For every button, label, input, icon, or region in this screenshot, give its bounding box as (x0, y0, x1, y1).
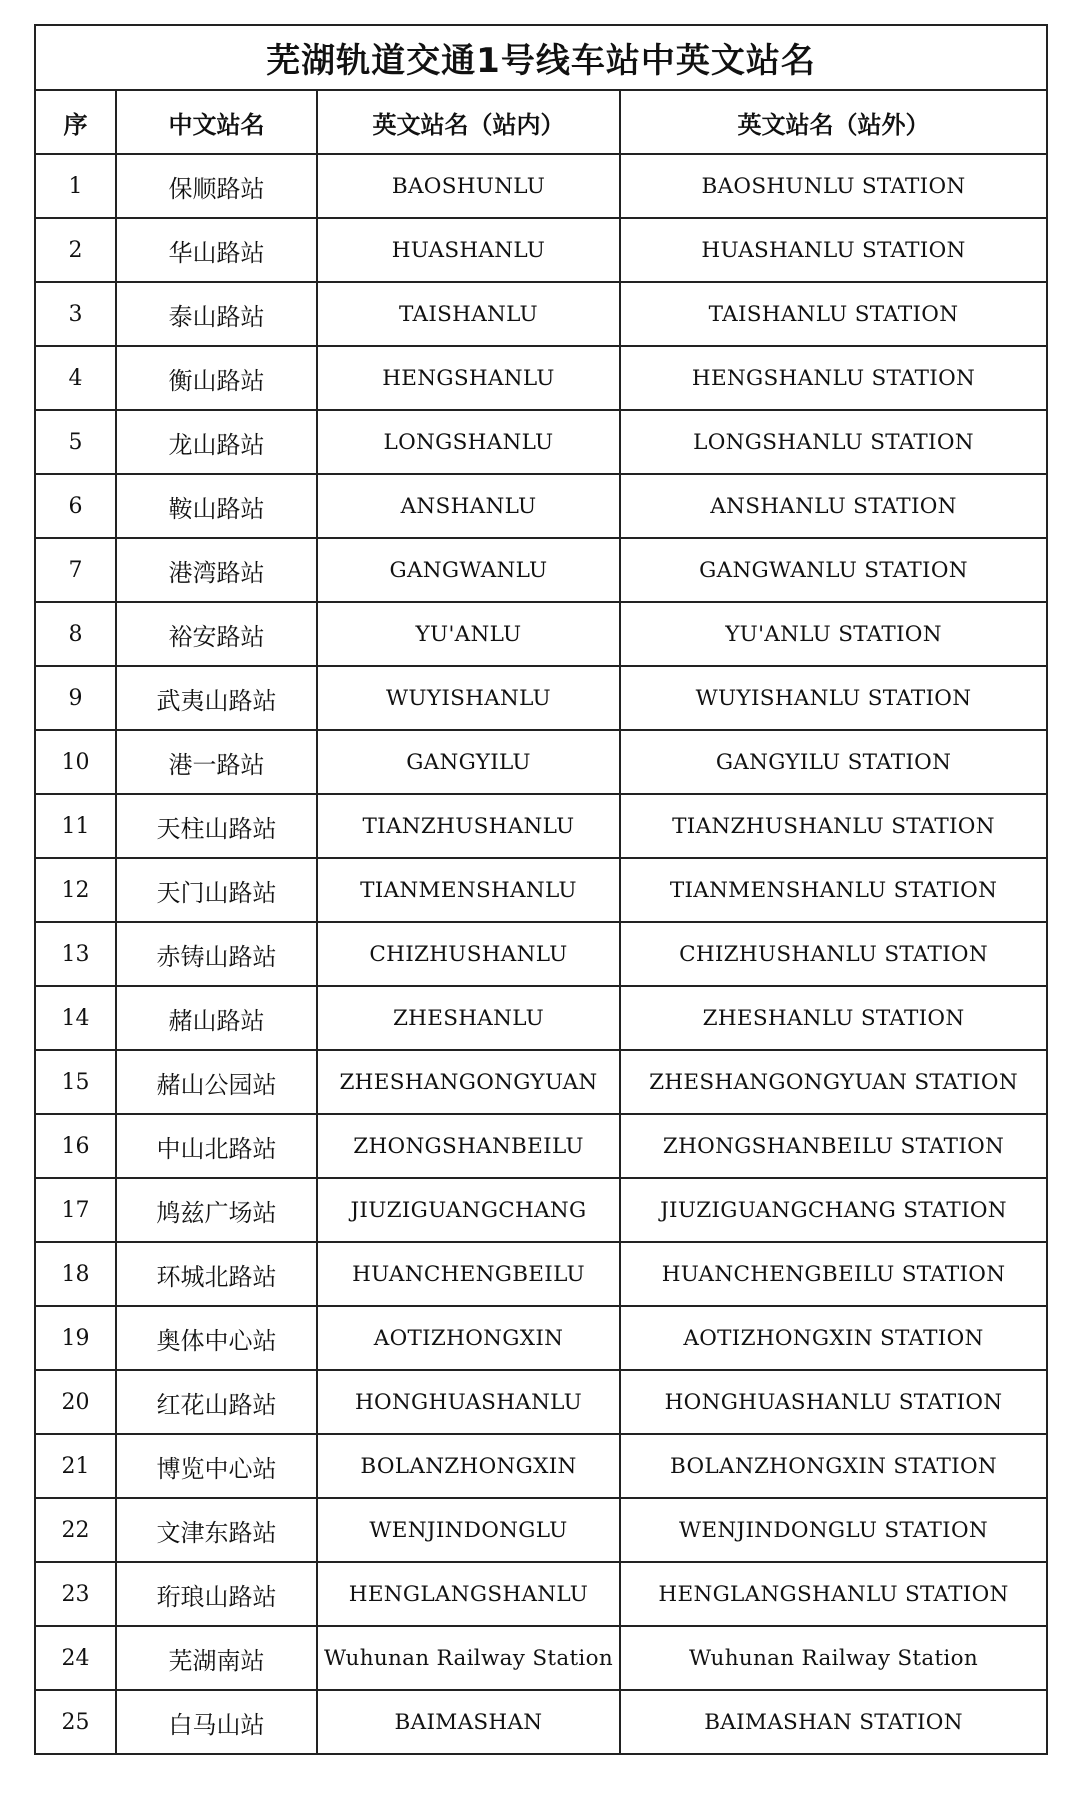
station-english-name-inside: HENGLANGSHANLU (317, 1562, 620, 1626)
station-english-name-outside: TIANMENSHANLU STATION (620, 858, 1047, 922)
station-chinese-name: 鸠兹广场站 (116, 1178, 317, 1242)
station-chinese-name: 天柱山路站 (116, 794, 317, 858)
table-row (35, 1434, 1047, 1498)
station-english-name-inside: HENGSHANLU (317, 346, 620, 410)
station-name-table (34, 24, 1048, 1755)
table-row (35, 282, 1047, 346)
table-row (35, 1370, 1047, 1434)
station-english-name-inside: HUANCHENGBEILU (317, 1242, 620, 1306)
station-index: 9 (35, 666, 116, 730)
station-chinese-name: 白马山站 (116, 1690, 317, 1754)
station-english-name-outside: TIANZHUSHANLU STATION (620, 794, 1047, 858)
table-row (35, 730, 1047, 794)
station-index: 23 (35, 1562, 116, 1626)
station-chinese-name: 港一路站 (116, 730, 317, 794)
station-english-name-outside: ANSHANLU STATION (620, 474, 1047, 538)
table-row (35, 1050, 1047, 1114)
station-index: 6 (35, 474, 116, 538)
station-chinese-name: 赤铸山路站 (116, 922, 317, 986)
station-chinese-name: 文津东路站 (116, 1498, 317, 1562)
station-english-name-outside: BAIMASHAN STATION (620, 1690, 1047, 1754)
station-english-name-inside: ZHESHANLU (317, 986, 620, 1050)
station-english-name-outside: CHIZHUSHANLU STATION (620, 922, 1047, 986)
station-chinese-name: 天门山路站 (116, 858, 317, 922)
table-row (35, 794, 1047, 858)
station-chinese-name: 衡山路站 (116, 346, 317, 410)
table-row (35, 1498, 1047, 1562)
station-english-name-outside: GANGYILU STATION (620, 730, 1047, 794)
station-chinese-name: 赭山公园站 (116, 1050, 317, 1114)
station-english-name-inside: YU'ANLU (317, 602, 620, 666)
table-row (35, 1242, 1047, 1306)
station-english-name-inside: BAIMASHAN (317, 1690, 620, 1754)
station-index: 2 (35, 218, 116, 282)
station-index: 15 (35, 1050, 116, 1114)
station-chinese-name: 泰山路站 (116, 282, 317, 346)
station-english-name-outside: Wuhunan Railway Station (620, 1626, 1047, 1690)
station-index: 11 (35, 794, 116, 858)
table-row (35, 346, 1047, 410)
station-chinese-name: 芜湖南站 (116, 1626, 317, 1690)
station-english-name-inside: TIANZHUSHANLU (317, 794, 620, 858)
station-english-name-outside: HUASHANLU STATION (620, 218, 1047, 282)
station-english-name-outside: WENJINDONGLU STATION (620, 1498, 1047, 1562)
header-row (35, 90, 1047, 154)
station-index: 12 (35, 858, 116, 922)
station-english-name-outside: LONGSHANLU STATION (620, 410, 1047, 474)
station-chinese-name: 环城北路站 (116, 1242, 317, 1306)
station-english-name-inside: TAISHANLU (317, 282, 620, 346)
station-chinese-name: 武夷山路站 (116, 666, 317, 730)
station-index: 8 (35, 602, 116, 666)
table-row (35, 602, 1047, 666)
header-english-name-inside: 英文站名（站内） (317, 90, 620, 154)
station-index: 20 (35, 1370, 116, 1434)
station-index: 16 (35, 1114, 116, 1178)
station-index: 21 (35, 1434, 116, 1498)
station-chinese-name: 龙山路站 (116, 410, 317, 474)
station-english-name-inside: Wuhunan Railway Station (317, 1626, 620, 1690)
table-row (35, 1306, 1047, 1370)
station-english-name-inside: GANGYILU (317, 730, 620, 794)
table-row (35, 858, 1047, 922)
table-row (35, 474, 1047, 538)
station-english-name-inside: TIANMENSHANLU (317, 858, 620, 922)
header-index: 序 (35, 90, 116, 154)
station-english-name-outside: YU'ANLU STATION (620, 602, 1047, 666)
station-chinese-name: 保顺路站 (116, 154, 317, 218)
station-index: 10 (35, 730, 116, 794)
station-english-name-inside: CHIZHUSHANLU (317, 922, 620, 986)
station-english-name-inside: BAOSHUNLU (317, 154, 620, 218)
station-index: 1 (35, 154, 116, 218)
table-row (35, 666, 1047, 730)
station-english-name-inside: ANSHANLU (317, 474, 620, 538)
table-row (35, 1114, 1047, 1178)
station-english-name-outside: AOTIZHONGXIN STATION (620, 1306, 1047, 1370)
station-english-name-inside: HUASHANLU (317, 218, 620, 282)
station-index: 24 (35, 1626, 116, 1690)
station-chinese-name: 博览中心站 (116, 1434, 317, 1498)
station-chinese-name: 华山路站 (116, 218, 317, 282)
station-english-name-outside: HUANCHENGBEILU STATION (620, 1242, 1047, 1306)
station-english-name-outside: HONGHUASHANLU STATION (620, 1370, 1047, 1434)
table-body (35, 154, 1047, 1754)
station-english-name-inside: ZHONGSHANBEILU (317, 1114, 620, 1178)
station-english-name-inside: GANGWANLU (317, 538, 620, 602)
station-chinese-name: 奥体中心站 (116, 1306, 317, 1370)
table-row (35, 218, 1047, 282)
station-chinese-name: 红花山路站 (116, 1370, 317, 1434)
station-english-name-outside: JIUZIGUANGCHANG STATION (620, 1178, 1047, 1242)
station-english-name-outside: GANGWANLU STATION (620, 538, 1047, 602)
station-english-name-inside: HONGHUASHANLU (317, 1370, 620, 1434)
station-index: 14 (35, 986, 116, 1050)
header-english-name-outside: 英文站名（站外） (620, 90, 1047, 154)
station-english-name-outside: BOLANZHONGXIN STATION (620, 1434, 1047, 1498)
station-english-name-outside: ZHESHANGONGYUAN STATION (620, 1050, 1047, 1114)
table-row (35, 538, 1047, 602)
station-english-name-inside: WENJINDONGLU (317, 1498, 620, 1562)
station-english-name-inside: WUYISHANLU (317, 666, 620, 730)
table-row (35, 922, 1047, 986)
station-english-name-inside: BOLANZHONGXIN (317, 1434, 620, 1498)
station-english-name-outside: HENGSHANLU STATION (620, 346, 1047, 410)
station-index: 7 (35, 538, 116, 602)
station-english-name-outside: TAISHANLU STATION (620, 282, 1047, 346)
station-english-name-outside: WUYISHANLU STATION (620, 666, 1047, 730)
table-title: 芜湖轨道交通1号线车站中英文站名 (35, 25, 1047, 90)
station-index: 25 (35, 1690, 116, 1754)
station-index: 22 (35, 1498, 116, 1562)
station-chinese-name: 中山北路站 (116, 1114, 317, 1178)
station-chinese-name: 鞍山路站 (116, 474, 317, 538)
station-chinese-name: 港湾路站 (116, 538, 317, 602)
station-index: 4 (35, 346, 116, 410)
table-row (35, 986, 1047, 1050)
table-row (35, 410, 1047, 474)
station-english-name-inside: AOTIZHONGXIN (317, 1306, 620, 1370)
station-index: 13 (35, 922, 116, 986)
station-index: 18 (35, 1242, 116, 1306)
table-row (35, 1626, 1047, 1690)
table-row (35, 1562, 1047, 1626)
station-chinese-name: 裕安路站 (116, 602, 317, 666)
station-english-name-inside: ZHESHANGONGYUAN (317, 1050, 620, 1114)
table-row (35, 1178, 1047, 1242)
station-english-name-inside: JIUZIGUANGCHANG (317, 1178, 620, 1242)
station-english-name-inside: LONGSHANLU (317, 410, 620, 474)
station-english-name-outside: ZHONGSHANBEILU STATION (620, 1114, 1047, 1178)
station-index: 19 (35, 1306, 116, 1370)
station-english-name-outside: ZHESHANLU STATION (620, 986, 1047, 1050)
table-row (35, 1690, 1047, 1754)
header-chinese-name: 中文站名 (116, 90, 317, 154)
station-index: 5 (35, 410, 116, 474)
station-english-name-outside: BAOSHUNLU STATION (620, 154, 1047, 218)
table-row (35, 154, 1047, 218)
station-chinese-name: 赭山路站 (116, 986, 317, 1050)
station-chinese-name: 珩琅山路站 (116, 1562, 317, 1626)
station-index: 17 (35, 1178, 116, 1242)
station-english-name-outside: HENGLANGSHANLU STATION (620, 1562, 1047, 1626)
station-index: 3 (35, 282, 116, 346)
